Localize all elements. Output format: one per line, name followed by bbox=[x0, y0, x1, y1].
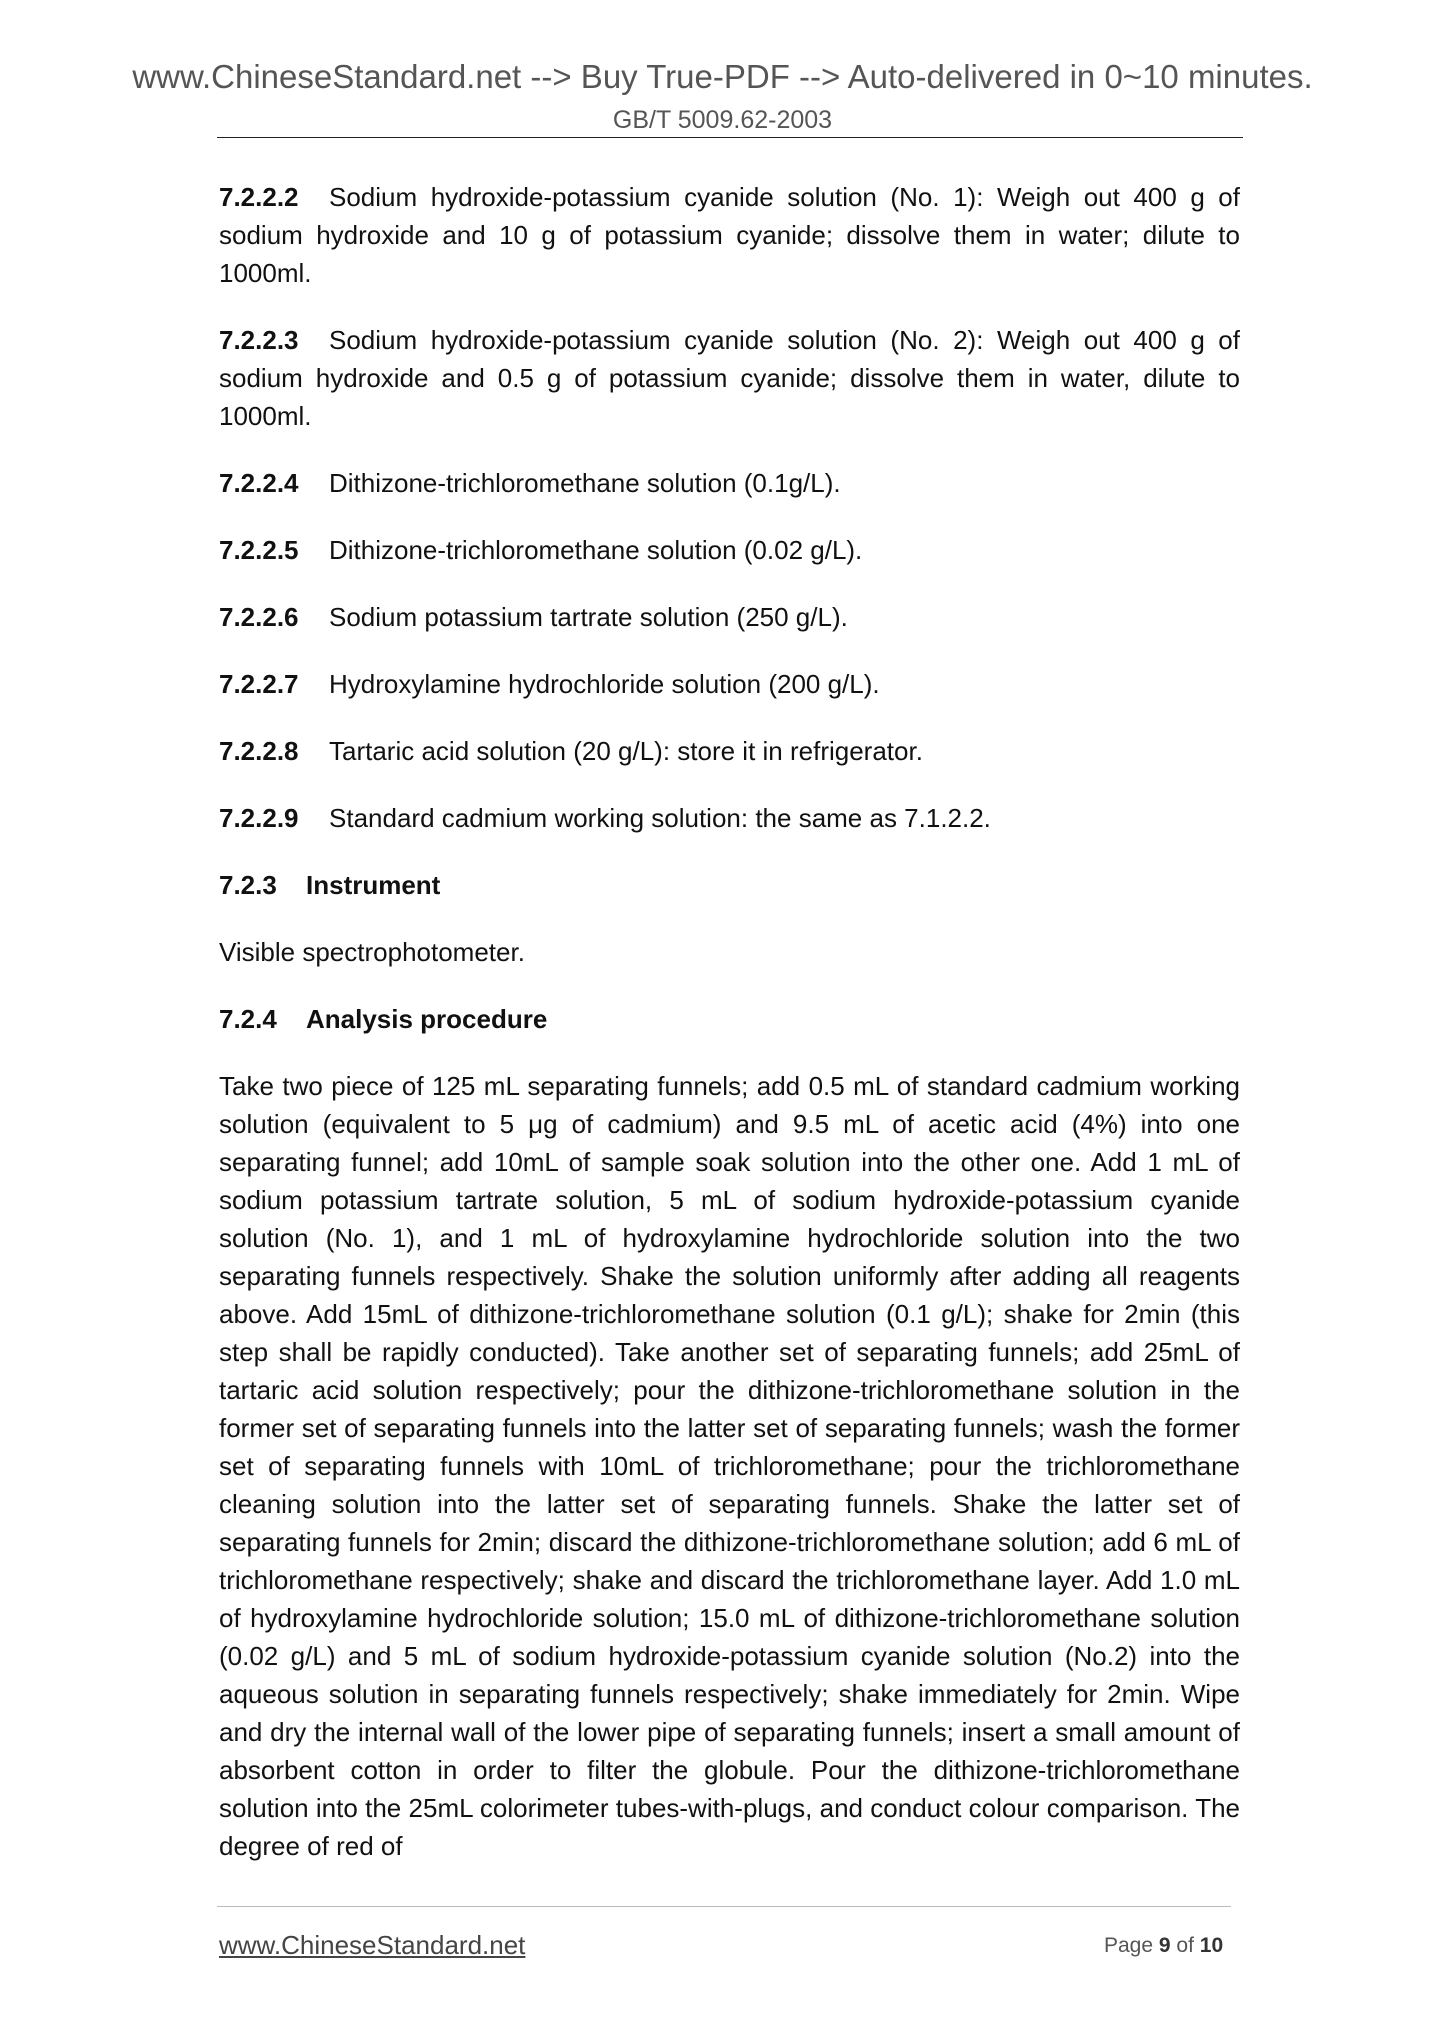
instrument-text: Visible spectrophotometer. bbox=[219, 937, 525, 967]
clause-number: 7.2.2.2 bbox=[219, 182, 299, 212]
section-title: Instrument bbox=[306, 870, 441, 900]
clause-number: 7.2.2.4 bbox=[219, 468, 299, 498]
footer-divider bbox=[217, 1906, 1231, 1907]
header-banner: www.ChineseStandard.net --> Buy True-PDF --> Auto-delivered in 0~10 minutes. bbox=[132, 58, 1313, 95]
section-heading-analysis bbox=[219, 1000, 1240, 1038]
header-divider bbox=[217, 137, 1243, 138]
clause-7-2-2-5 bbox=[219, 531, 1240, 569]
analysis-procedure-text: Take two piece of 125 mL separating funnels; add 0.5 mL of standard cadmium working solution (equivalent to 5 μg of cadmium) and 9.5 mL of acetic acid (4%) into one separating funnel; add 10mL of sample soak solution into the other one. Add 1 mL of sodium potassium tartrate solution, 5 mL of sodium hydroxide-potassium cyanide solution (No. 1), and 1 mL of hydroxylamine hydrochloride solution into the two separating funnels respectively. Shake the solution uniformly after adding all reagents above. Add 15mL of dithizone-trichloromethane solution (0.1 g/L); shake for 2min (this step shall be rapidly conducted). Take another set of separating funnels; add 25mL of tartaric acid solution respectively; pour the dithizone-trichloromethane solution in the former set of separating funnels into the latter set of separating funnels; wash the former set of separating funnels with 10mL of trichloromethane; pour the trichloromethane cleaning solution into the latter set of separating funnels. Shake the latter set of separating funnels for 2min; discard the dithizone-trichloromethane solution; add 6 mL of trichloromethane respectively; shake and discard the trichloromethane layer. Add 1.0 mL of hydroxylamine hydrochloride solution; 15.0 mL of dithizone-trichloromethane solution (0.02 g/L) and 5 mL of sodium hydroxide-potassium cyanide solution (No.2) into the aqueous solution in separating funnels respectively; shake immediately for 2min. Wipe and dry the internal wall of the lower pipe of separating funnels; insert a small amount of absorbent cotton in order to filter the globule. Pour the dithizone-trichloromethane solution into the 25mL colorimeter tubes-with-plugs, and conduct colour comparison. The degree of red of bbox=[219, 1071, 1240, 1861]
clause-7-2-2-8 bbox=[219, 732, 1240, 770]
page-label: Page bbox=[1104, 1934, 1154, 1957]
clause-text: Standard cadmium working solution: the same as 7.1.2.2. bbox=[329, 803, 991, 833]
clause-text: Dithizone-trichloromethane solution (0.02 g/L). bbox=[329, 535, 863, 565]
clause-text: Sodium potassium tartrate solution (250 g/L). bbox=[329, 602, 848, 632]
clause-7-2-2-6 bbox=[219, 598, 1240, 636]
clause-7-2-2-4 bbox=[219, 464, 1240, 502]
section-number: 7.2.3 bbox=[219, 870, 277, 900]
footer-site-link[interactable]: www.ChineseStandard.net bbox=[219, 1930, 526, 1960]
section-title: Analysis procedure bbox=[306, 1004, 548, 1034]
page-total: 10 bbox=[1199, 1934, 1224, 1957]
section-number: 7.2.4 bbox=[219, 1004, 277, 1034]
document-body bbox=[219, 178, 1240, 1894]
page-current: 9 bbox=[1158, 1934, 1171, 1957]
clause-number: 7.2.2.9 bbox=[219, 803, 299, 833]
clause-text: Hydroxylamine hydrochloride solution (200 g/L). bbox=[329, 669, 880, 699]
clause-number: 7.2.2.6 bbox=[219, 602, 299, 632]
section-heading-instrument bbox=[219, 866, 1240, 904]
standard-code: GB/T 5009.62-2003 bbox=[612, 106, 833, 134]
clause-number: 7.2.2.7 bbox=[219, 669, 299, 699]
clause-7-2-2-7 bbox=[219, 665, 1240, 703]
clause-7-2-2-9 bbox=[219, 799, 1240, 837]
clause-7-2-2-3 bbox=[219, 321, 1240, 435]
clause-text: Dithizone-trichloromethane solution (0.1g/L). bbox=[329, 468, 841, 498]
clause-text: Sodium hydroxide-potassium cyanide solution (No. 1): Weigh out 400 g of sodium hydroxide and 10 g of potassium cyanide; dissolve them in water; dilute to 1000ml. bbox=[219, 182, 1240, 288]
clause-number: 7.2.2.8 bbox=[219, 736, 299, 766]
page-number bbox=[1104, 1934, 1223, 1958]
clause-text: Sodium hydroxide-potassium cyanide solution (No. 2): Weigh out 400 g of sodium hydroxide and 0.5 g of potassium cyanide; dissolve them in water, dilute to 1000ml. bbox=[219, 325, 1240, 431]
clause-7-2-2-2 bbox=[219, 178, 1240, 292]
clause-number: 7.2.2.3 bbox=[219, 325, 299, 355]
of-label: of bbox=[1176, 1934, 1194, 1957]
clause-number: 7.2.2.5 bbox=[219, 535, 299, 565]
clause-text: Tartaric acid solution (20 g/L): store it in refrigerator. bbox=[329, 736, 923, 766]
